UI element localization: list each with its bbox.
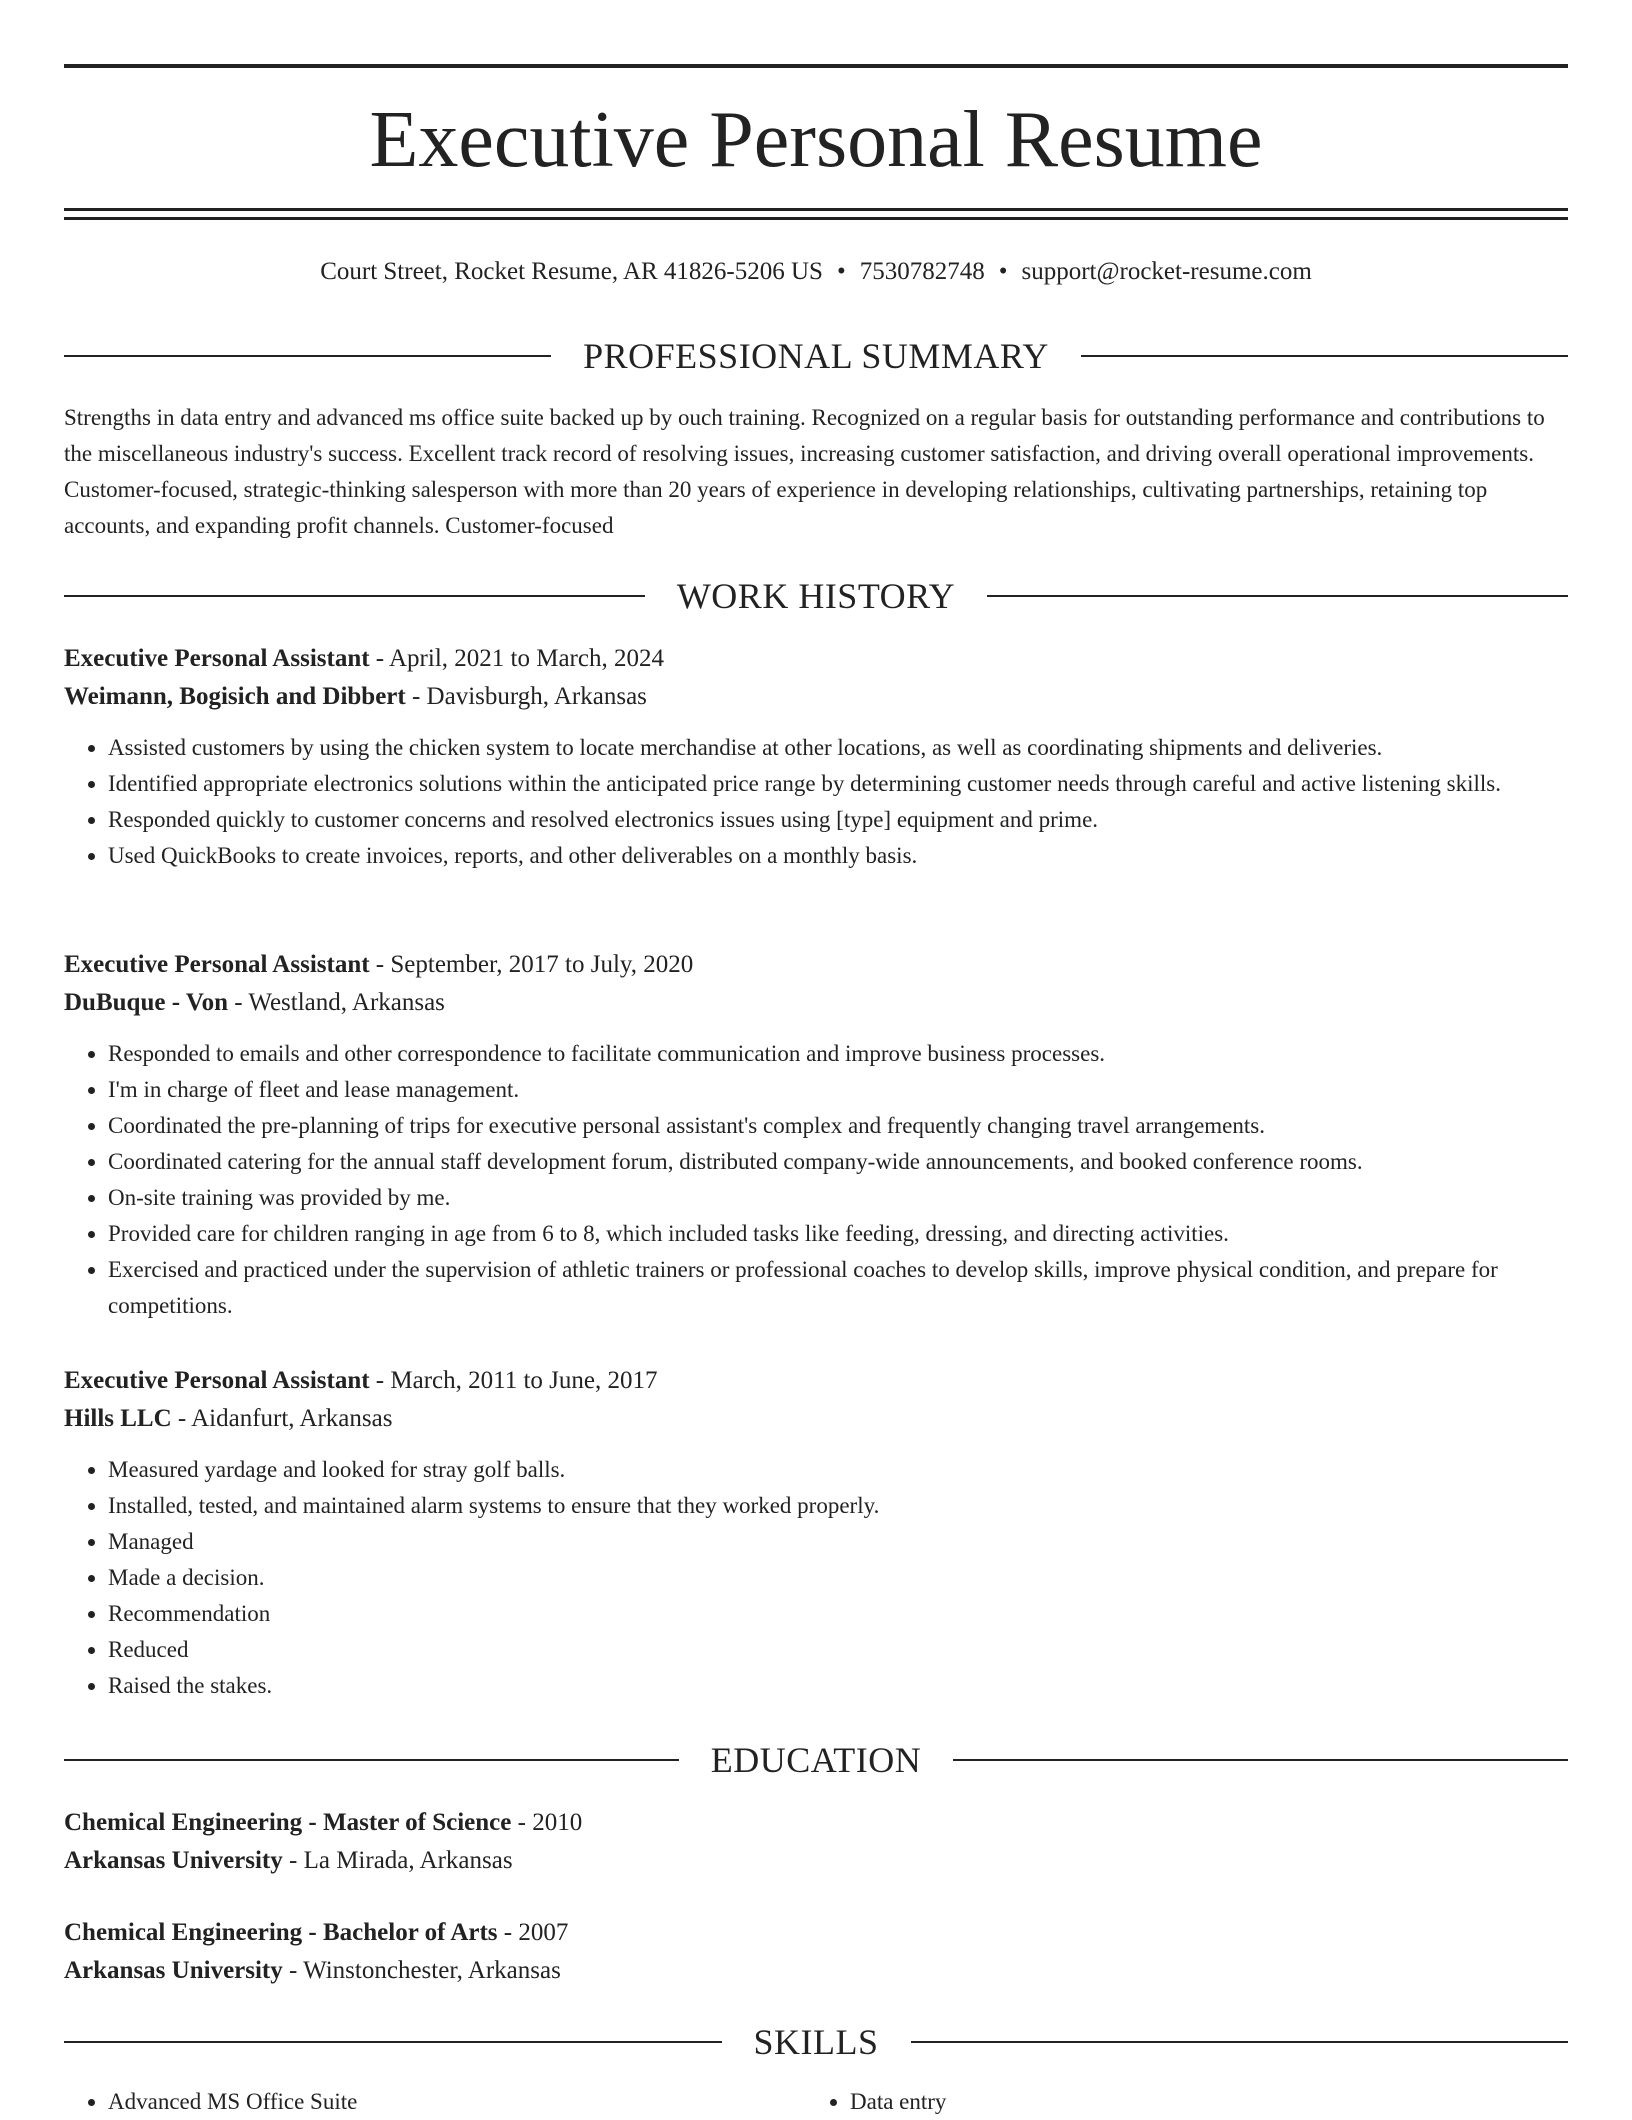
list-item: • Coordinated the pre-planning of trips for executive personal assistant's complex and frequently changing travel arrangements. — [108, 1108, 1568, 1144]
education-entry — [64, 1804, 1568, 1880]
skills-heading — [64, 2020, 1568, 2064]
skills-column-left — [64, 2084, 806, 2120]
skill-item: • Advanced MS Office Suite — [108, 2084, 806, 2120]
education-location: - Winstonchester, Arkansas — [282, 1957, 561, 1984]
contact-phone: 7530782748 — [859, 258, 985, 285]
list-item: • Reduced — [108, 1632, 1568, 1668]
list-item: • Installed, tested, and maintained alarm systems to ensure that they worked properly. — [108, 1488, 1568, 1524]
divider — [64, 1759, 679, 1761]
education-degree: Chemical Engineering - Bachelor of Arts — [64, 1919, 498, 1946]
divider — [1081, 355, 1568, 357]
summary-heading — [64, 334, 1568, 378]
contact-email[interactable]: support@rocket-resume.com — [1021, 258, 1312, 285]
contact-address: Court Street, Rocket Resume, AR 41826-5206 US — [320, 258, 823, 285]
job-location: - Aidanfurt, Arkansas — [171, 1405, 393, 1432]
list-item: • Provided care for children ranging in age from 6 to 8, which included tasks like feeding, dressing, and directing activities. — [108, 1216, 1568, 1252]
top-rule — [64, 64, 1568, 68]
job-title: Executive Personal Assistant — [64, 951, 370, 978]
job-location: - Westland, Arkansas — [227, 989, 445, 1016]
job-company: DuBuque - Von — [64, 989, 228, 1016]
list-item: • Recommendation — [108, 1596, 1568, 1632]
list-item: • Made a decision. — [108, 1560, 1568, 1596]
education-year: - 2007 — [497, 1919, 569, 1946]
education-heading — [64, 1738, 1568, 1782]
divider — [911, 2041, 1569, 2043]
divider — [953, 1759, 1568, 1761]
education-year: - 2010 — [511, 1809, 583, 1836]
job-entry — [64, 1362, 1568, 1704]
education-school: Arkansas University — [64, 1957, 283, 1984]
divider — [987, 595, 1568, 597]
resume-title: Executive Personal Resume — [369, 96, 1263, 184]
job-location: - Davisburgh, Arkansas — [405, 683, 647, 710]
education-degree: Chemical Engineering - Master of Science — [64, 1809, 512, 1836]
list-item: • Assisted customers by using the chicken system to locate merchandise at other locations, as well as coordinating shipments and deliveries. — [108, 730, 1568, 766]
skills-list — [64, 2084, 1568, 2120]
skills-heading-label: SKILLS — [753, 2022, 879, 2062]
list-item: • Managed — [108, 1524, 1568, 1560]
list-item: • Measured yardage and looked for stray golf balls. — [108, 1452, 1568, 1488]
job-dates: - September, 2017 to July, 2020 — [369, 951, 694, 978]
job-entry — [64, 640, 1568, 874]
work-history-heading — [64, 574, 1568, 618]
job-title: Executive Personal Assistant — [64, 645, 370, 672]
education-heading-label: EDUCATION — [710, 1740, 922, 1780]
contact-separator: • — [836, 258, 846, 285]
list-item: • Used QuickBooks to create invoices, reports, and other deliverables on a monthly basis. — [108, 838, 1568, 874]
contact-line — [64, 254, 1568, 290]
education-school: Arkansas University — [64, 1847, 283, 1874]
job-title: Executive Personal Assistant — [64, 1367, 370, 1394]
title-double-rule — [64, 208, 1568, 220]
list-item: • Raised the stakes. — [108, 1668, 1568, 1704]
job-bullets — [64, 1452, 1568, 1704]
list-item: • Responded to emails and other correspondence to facilitate communication and improve business processes. — [108, 1036, 1568, 1072]
divider — [64, 2041, 722, 2043]
education-entry — [64, 1914, 1568, 1990]
list-item: • Identified appropriate electronics solutions within the anticipated price range by determining customer needs through careful and active listening skills. — [108, 766, 1568, 802]
job-bullets — [64, 730, 1568, 874]
work-history-heading-label: WORK HISTORY — [676, 576, 956, 616]
job-entry — [64, 946, 1568, 1324]
job-dates: - April, 2021 to March, 2024 — [369, 645, 664, 672]
list-item: • Responded quickly to customer concerns and resolved electronics issues using [type] equipment and prime. — [108, 802, 1568, 838]
divider — [64, 355, 551, 357]
list-item: • Exercised and practiced under the supervision of athletic trainers or professional coaches to develop skills, improve physical condition, and prepare for competitions. — [108, 1252, 1568, 1324]
list-item: • I'm in charge of fleet and lease management. — [108, 1072, 1568, 1108]
job-dates: - March, 2011 to June, 2017 — [369, 1367, 658, 1394]
summary-heading-label: PROFESSIONAL SUMMARY — [583, 336, 1049, 376]
list-item: • On-site training was provided by me. — [108, 1180, 1568, 1216]
job-company: Hills LLC — [64, 1405, 172, 1432]
skill-item: • Data entry — [850, 2084, 1548, 2120]
list-item: • Coordinated catering for the annual staff development forum, distributed company-wide announcements, and booked conference rooms. — [108, 1144, 1568, 1180]
divider — [64, 595, 645, 597]
contact-separator: • — [998, 258, 1008, 285]
education-location: - La Mirada, Arkansas — [282, 1847, 513, 1874]
skills-column-right — [806, 2084, 1548, 2120]
job-bullets — [64, 1036, 1568, 1324]
summary-text: Strengths in data entry and advanced ms office suite backed up by ouch training. Recognized on a regular basis for outstanding performance and contributions to the miscellaneous industry's success. Excellent track record of resolving issues, increasing customer satisfaction, and driving overall operational improvements. Customer-focused, strategic-thinking salesperson with more than 20 years of experience in developing relationships, cultivating partnerships, retaining top accounts, and expanding profit channels. Customer-focused — [64, 405, 1545, 538]
job-company: Weimann, Bogisich and Dibbert — [64, 683, 406, 710]
